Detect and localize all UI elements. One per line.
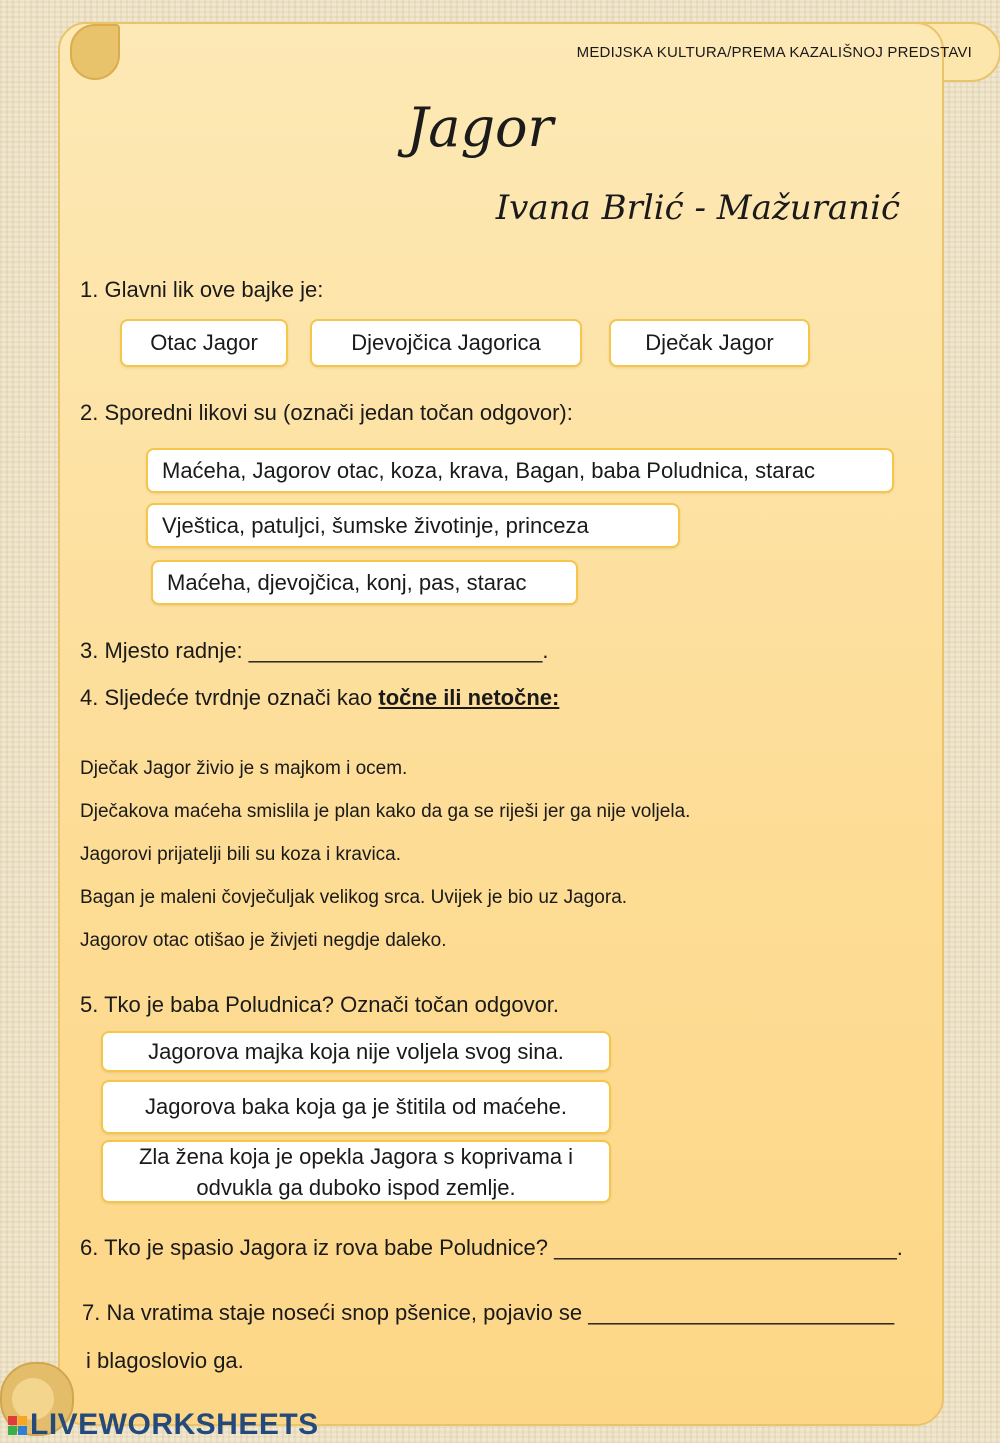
question-7-line1: 7. Na vratima staje noseći snop pšenice, pojavio se _________________________: [82, 1300, 895, 1325]
liveworksheets-logo: [8, 1408, 319, 1442]
q2-option-3[interactable]: Maćeha, djevojčica, konj, pas, starac: [151, 560, 578, 605]
question-2: 2. Sporedni likovi su (označi jedan točan odgovor):: [80, 400, 573, 425]
worksheet-scroll: [58, 22, 944, 1426]
author-name: Ivana Brlić - Mažuranić: [495, 188, 900, 228]
logo-text: LIVEWORKSHEETS: [30, 1408, 319, 1441]
q2-option-1[interactable]: Maćeha, Jagorov otac, koza, krava, Bagan, baba Poludnica, starac: [146, 448, 894, 493]
statement[interactable]: Jagorov otac otišao je živjeti negdje daleko.: [80, 930, 447, 951]
question-6: 6. Tko je spasio Jagora iz rova babe Poludnice? ____________________________.: [80, 1235, 903, 1260]
question-4: [80, 685, 559, 711]
liveworksheets-logo-icon: [8, 1416, 27, 1435]
question-4-prefix: 4. Sljedeće tvrdnje označi kao: [80, 685, 379, 710]
statement[interactable]: Bagan je maleni čovječuljak velikog srca. Uvijek je bio uz Jagora.: [80, 887, 628, 908]
q5-option-3[interactable]: Zla žena koja je opekla Jagora s koprivama i odvukla ga duboko ispod zemlje.: [101, 1140, 611, 1203]
question-4-emphasis: točne ili netočne:: [378, 685, 560, 710]
question-5: 5. Tko je baba Poludnica? Označi točan odgovor.: [80, 992, 560, 1017]
page-title: Jagor: [406, 96, 554, 159]
question-7-line2: i blagoslovio ga.: [86, 1348, 244, 1373]
q2-option-2[interactable]: Vještica, patuljci, šumske životinje, princeza: [146, 503, 680, 548]
scroll-curl-top: [70, 24, 120, 80]
question-1: 1. Glavni lik ove bajke je:: [80, 277, 324, 302]
q1-option-djevojcica-jagorica[interactable]: Djevojčica Jagorica: [310, 319, 582, 367]
subject-label: MEDIJSKA KULTURA/PREMA KAZALIŠNOJ PREDSTAVI: [576, 44, 972, 61]
question-3: 3. Mjesto radnje: ________________________.: [80, 638, 549, 663]
q5-option-2[interactable]: Jagorova baka koja ga je štitila od maćehe.: [101, 1080, 611, 1134]
statement[interactable]: Dječakova maćeha smislila je plan kako da ga se riješi jer ga nije voljela.: [80, 801, 691, 822]
statement[interactable]: Dječak Jagor živio je s majkom i ocem.: [80, 758, 408, 779]
statement[interactable]: Jagorovi prijatelji bili su koza i kravica.: [80, 844, 402, 865]
q1-option-otac-jagor[interactable]: Otac Jagor: [120, 319, 288, 367]
q5-option-1[interactable]: Jagorova majka koja nije voljela svog sina.: [101, 1031, 611, 1072]
q1-option-djecak-jagor[interactable]: Dječak Jagor: [609, 319, 810, 367]
